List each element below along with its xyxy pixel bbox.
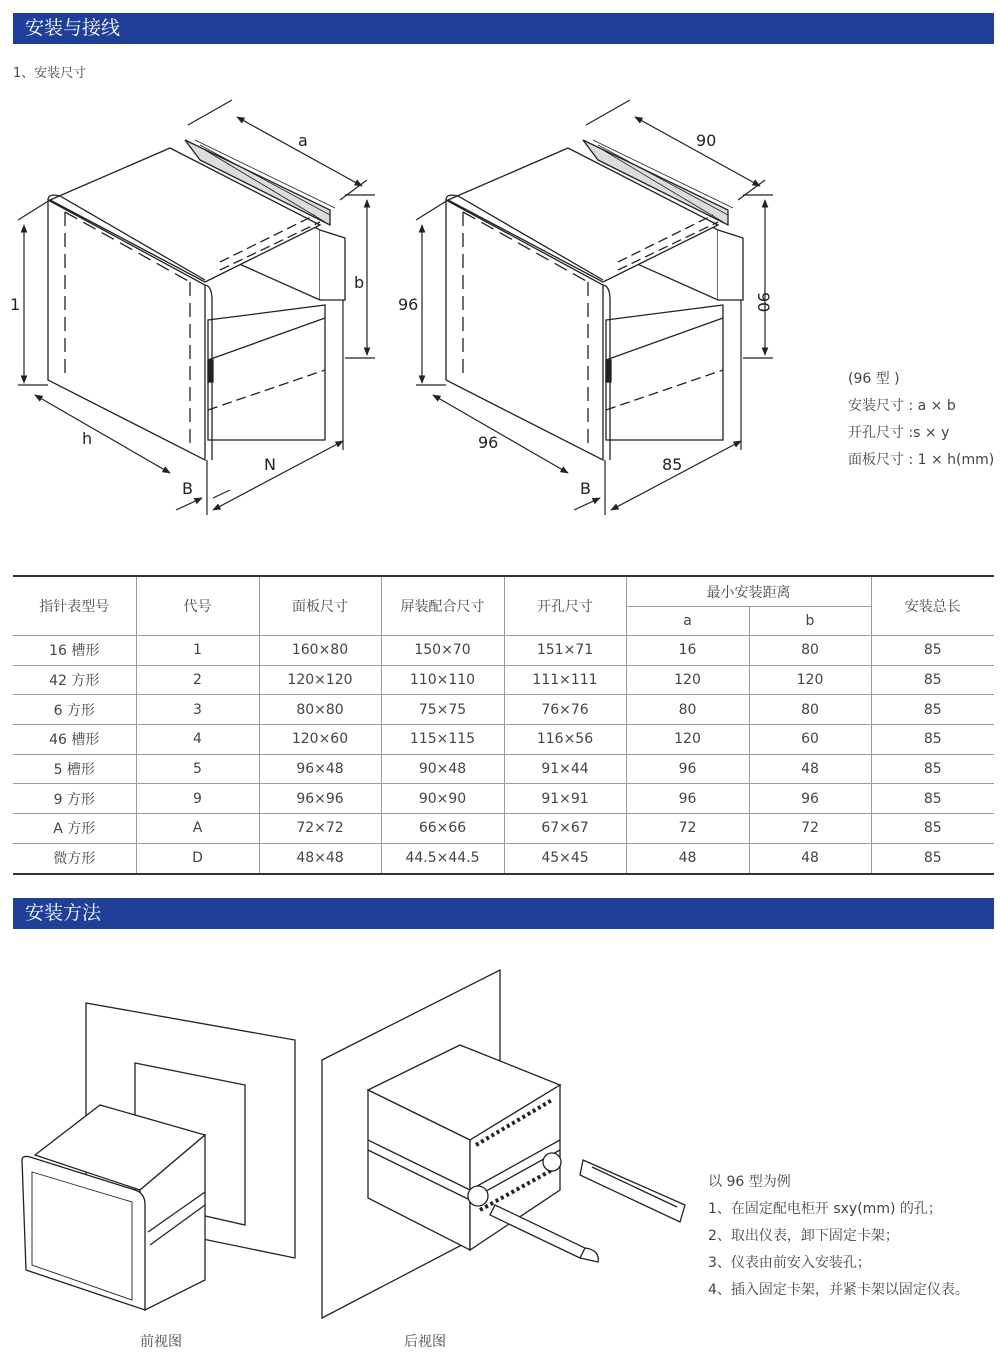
cell-model: A 方形 — [13, 814, 136, 844]
table-row — [13, 843, 994, 873]
cell-total: 85 — [871, 814, 994, 844]
cell-cutout: 67×67 — [504, 814, 626, 844]
header-min-distance: 最小安装距离 — [626, 576, 871, 607]
cell-code: 2 — [136, 665, 259, 695]
install-step-4: 4、插入固定卡架，并紧卡架以固定仪表。 — [708, 1282, 969, 1298]
cell-code: D — [136, 843, 259, 873]
install-step-1: 1、在固定配电柜开 sxy(mm) 的孔； — [708, 1201, 942, 1217]
cell-code: 3 — [136, 695, 259, 725]
cell-a: 96 — [626, 784, 749, 814]
cell-total: 85 — [871, 725, 994, 755]
back-view-drawing — [322, 970, 685, 1318]
table-row — [13, 754, 994, 784]
cell-total: 85 — [871, 784, 994, 814]
cell-total: 85 — [871, 665, 994, 695]
cell-total: 85 — [871, 843, 994, 873]
cell-total: 85 — [871, 695, 994, 725]
header-cutout: 开孔尺寸 — [504, 576, 626, 636]
section-header-installation-wiring: 安装与接线 — [13, 13, 994, 44]
dim-label-96-B: B — [580, 479, 591, 498]
cell-fit: 115×115 — [381, 725, 504, 755]
cell-panel: 160×80 — [259, 636, 381, 666]
cell-panel: 80×80 — [259, 695, 381, 725]
cell-total: 85 — [871, 754, 994, 784]
cell-code: 1 — [136, 636, 259, 666]
table-row — [13, 636, 994, 666]
install-example-label: 以 96 型为例 — [708, 1174, 791, 1190]
cell-fit: 110×110 — [381, 665, 504, 695]
header-fit: 屏装配合尺寸 — [381, 576, 504, 636]
dim-label-96-depth: 85 — [662, 455, 683, 474]
section-header-installation-method: 安装方法 — [13, 898, 994, 929]
cell-a: 72 — [626, 814, 749, 844]
dim-label-96-right: 90 — [754, 292, 773, 313]
cell-fit: 66×66 — [381, 814, 504, 844]
cell-code: 4 — [136, 725, 259, 755]
cell-a: 80 — [626, 695, 749, 725]
install-step-3: 3、仪表由前安入安装孔； — [708, 1255, 871, 1271]
cell-a: 120 — [626, 725, 749, 755]
cell-panel: 72×72 — [259, 814, 381, 844]
subtitle-installation-size: 1、安装尺寸 — [13, 66, 87, 81]
meter-96-drawing — [446, 140, 743, 460]
spec-note-install-size: 安装尺寸 : a × b — [848, 398, 956, 414]
cell-fit: 90×48 — [381, 754, 504, 784]
dim-label-h: h — [82, 429, 93, 448]
cell-a: 48 — [626, 843, 749, 873]
table-row — [13, 695, 994, 725]
cell-panel: 120×60 — [259, 725, 381, 755]
spec-table — [13, 575, 994, 875]
cell-b: 80 — [749, 636, 871, 666]
cell-panel: 96×48 — [259, 754, 381, 784]
header-b: b — [749, 607, 871, 636]
spec-note-cutout-size: 开孔尺寸 :s × y — [848, 425, 950, 441]
table-row — [13, 814, 994, 844]
cell-b: 120 — [749, 665, 871, 695]
spec-note-model: (96 型 ) — [848, 371, 900, 387]
spec-table-body — [13, 636, 994, 874]
cell-fit: 90×90 — [381, 784, 504, 814]
cell-model: 42 方形 — [13, 665, 136, 695]
header-panel: 面板尺寸 — [259, 576, 381, 636]
cell-b: 96 — [749, 784, 871, 814]
cell-cutout: 151×71 — [504, 636, 626, 666]
cell-b: 48 — [749, 843, 871, 873]
cell-model: 5 槽形 — [13, 754, 136, 784]
cell-cutout: 45×45 — [504, 843, 626, 873]
dim-label-96-height: 96 — [398, 295, 419, 314]
cell-a: 120 — [626, 665, 749, 695]
table-row — [13, 784, 994, 814]
dim-label-b: b — [354, 273, 365, 292]
cell-fit: 150×70 — [381, 636, 504, 666]
cell-fit: 44.5×44.5 — [381, 843, 504, 873]
cell-code: A — [136, 814, 259, 844]
cell-model: 9 方形 — [13, 784, 136, 814]
cell-b: 60 — [749, 725, 871, 755]
install-step-2: 2、取出仪表，卸下固定卡架； — [708, 1228, 899, 1244]
cell-a: 16 — [626, 636, 749, 666]
cell-panel: 48×48 — [259, 843, 381, 873]
cell-b: 48 — [749, 754, 871, 784]
cell-cutout: 91×91 — [504, 784, 626, 814]
cell-cutout: 116×56 — [504, 725, 626, 755]
dim-label-96-width: 96 — [478, 433, 499, 452]
spec-note-panel-size: 面板尺寸 : 1 × h(mm) — [848, 452, 995, 468]
dim-label-B: B — [182, 479, 193, 498]
cell-a: 96 — [626, 754, 749, 784]
cell-b: 80 — [749, 695, 871, 725]
cell-cutout: 111×111 — [504, 665, 626, 695]
cell-code: 9 — [136, 784, 259, 814]
table-row — [13, 665, 994, 695]
table-row — [13, 725, 994, 755]
header-a: a — [626, 607, 749, 636]
cell-model: 6 方形 — [13, 695, 136, 725]
cell-model: 16 槽形 — [13, 636, 136, 666]
cell-model: 微方形 — [13, 843, 136, 873]
dim-label-96-top: 90 — [696, 131, 717, 150]
caption-back-view: 后视图 — [404, 1334, 446, 1350]
cell-b: 72 — [749, 814, 871, 844]
cell-cutout: 76×76 — [504, 695, 626, 725]
header-total-length: 安装总长 — [871, 576, 994, 636]
cell-cutout: 91×44 — [504, 754, 626, 784]
front-view-drawing — [22, 1003, 295, 1310]
cell-fit: 75×75 — [381, 695, 504, 725]
caption-front-view: 前视图 — [140, 1334, 182, 1350]
cell-panel: 96×96 — [259, 784, 381, 814]
dim-label-N: N — [264, 455, 276, 474]
cell-code: 5 — [136, 754, 259, 784]
dim-label-a: a — [298, 131, 308, 150]
cell-total: 85 — [871, 636, 994, 666]
meter-generic-drawing — [48, 140, 345, 460]
cell-panel: 120×120 — [259, 665, 381, 695]
installation-illustrations — [0, 960, 700, 1320]
header-model: 指针表型号 — [13, 576, 136, 636]
cell-model: 46 槽形 — [13, 725, 136, 755]
header-code: 代号 — [136, 576, 259, 636]
dim-label-height: 1 — [10, 295, 21, 314]
